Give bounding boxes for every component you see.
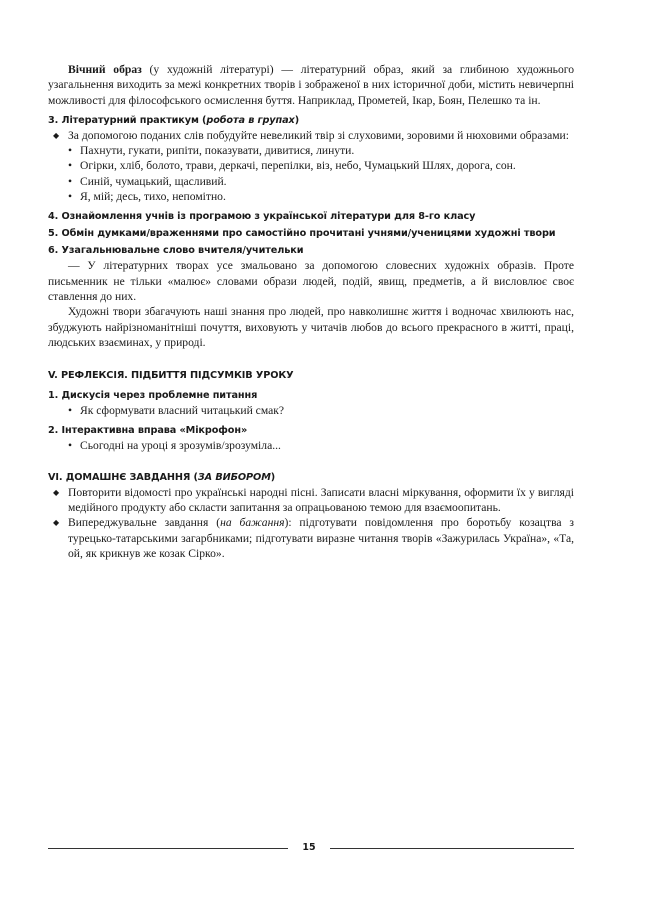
page-footer bbox=[48, 840, 574, 856]
heading-literary-workshop: 3. Літературний практикум (робота в групах) bbox=[48, 114, 300, 126]
list-item: • Як сформувати власний читацький смак? bbox=[48, 403, 574, 418]
homework-list bbox=[48, 485, 574, 561]
heading-exchange-opinions: 5. Обмін думками/враженнями про самостійно прочитані учнями/ученицями художні твори bbox=[48, 228, 556, 240]
microphone-list bbox=[48, 438, 574, 453]
discussion-list bbox=[48, 403, 574, 418]
section-reflection-title: V. РЕФЛЕКСІЯ. ПІДБИТТЯ ПІДСУМКІВ УРОКУ bbox=[48, 370, 294, 382]
definition-text: (у художній літературі) — літературний образ, який за глибиною художнього узагальнення виходить за межі конкретних творів і зображеної в них історичної доби, містить невичерпні можливості для філософського осмислення буття. Наприклад, Прометей, Ікар, Боян, Пелешко та ін. bbox=[48, 63, 575, 107]
heading-teacher-summary: 6. Узагальнювальне слово вчителя/учительки bbox=[48, 245, 304, 257]
homework-task: ◆ Випереджувальне завдання (на бажання): підготувати повідомлення про боротьбу козацтва з турецько-татарськими загарбниками; підготувати виразне читання творів «Зажурилась Україна», «Та, ой, як крикнув же козак Сірко». bbox=[48, 515, 574, 561]
section-homework-title: VI. ДОМАШНЄ ЗАВДАННЯ (ЗА ВИБОРОМ) bbox=[48, 471, 276, 483]
list-item: • Я, мій; десь, тихо, непомітно. bbox=[48, 189, 574, 204]
heading-program-introduction: 4. Ознайомлення учнів із програмою з української літератури для 8-го класу bbox=[48, 211, 476, 223]
list-item: • Пахнути, гукати, рипіти, показувати, дивитися, линути. bbox=[48, 143, 574, 158]
workshop-task: ◆ За допомогою поданих слів побудуйте невеликий твір зі слуховими, зоровими й нюховими образами: • Пахнути, гукати, рипіти, показувати, дивитися, линути. • Огірки, хліб, болото, трави, деркачі, перепілки, віз, небо, Чумацький Шлях, дорога, сон. • Синій, чумацький, щасливий. • Я, мій; десь, тихо, непомітно. bbox=[48, 128, 574, 204]
list-item: • Синій, чумацький, щасливий. bbox=[48, 174, 574, 189]
list-item: • Сьогодні на уроці я зрозумів/зрозуміла... bbox=[48, 438, 574, 453]
word-sets-list bbox=[48, 143, 574, 204]
teacher-paragraph: Художні твори збагачують наші знання про людей, про навколишнє життя і водночас хвилюють нас, збуджують найрізноманітніші почуття, виховують у читачів любов до всього прекрасного в житті, праці, людських взаєминах, у природі. bbox=[48, 305, 574, 349]
eternal-image-definition bbox=[48, 62, 574, 108]
heading-microphone-exercise: 2. Інтерактивна вправа «Мікрофон» bbox=[48, 425, 248, 437]
list-item: • Огірки, хліб, болото, трави, деркачі, перепілки, віз, небо, Чумацький Шлях, дорога, сон. bbox=[48, 158, 574, 173]
teacher-paragraph: — У літературних творах усе змальовано за допомогою словесних художніх образів. Проте письменник не тільки «малює» словами образи людей, подій, явищ, предметів, а й висловлює своє ставлення до них. bbox=[48, 259, 574, 303]
heading-discussion: 1. Дискусія через проблемне питання bbox=[48, 390, 258, 402]
page-content bbox=[48, 62, 574, 561]
workshop-task-list bbox=[48, 128, 574, 204]
footer-divider bbox=[48, 848, 288, 849]
footer-divider bbox=[330, 848, 574, 849]
page-number: 15 bbox=[302, 842, 316, 853]
term-eternal-image: Вічний образ bbox=[68, 63, 142, 76]
homework-task: ◆ Повторити відомості про українські народні пісні. Записати власні міркування, оформити їх у вигляді медійного продукту або скласти запитання за опрацьованою темою для взаємоопитань. bbox=[48, 485, 574, 516]
